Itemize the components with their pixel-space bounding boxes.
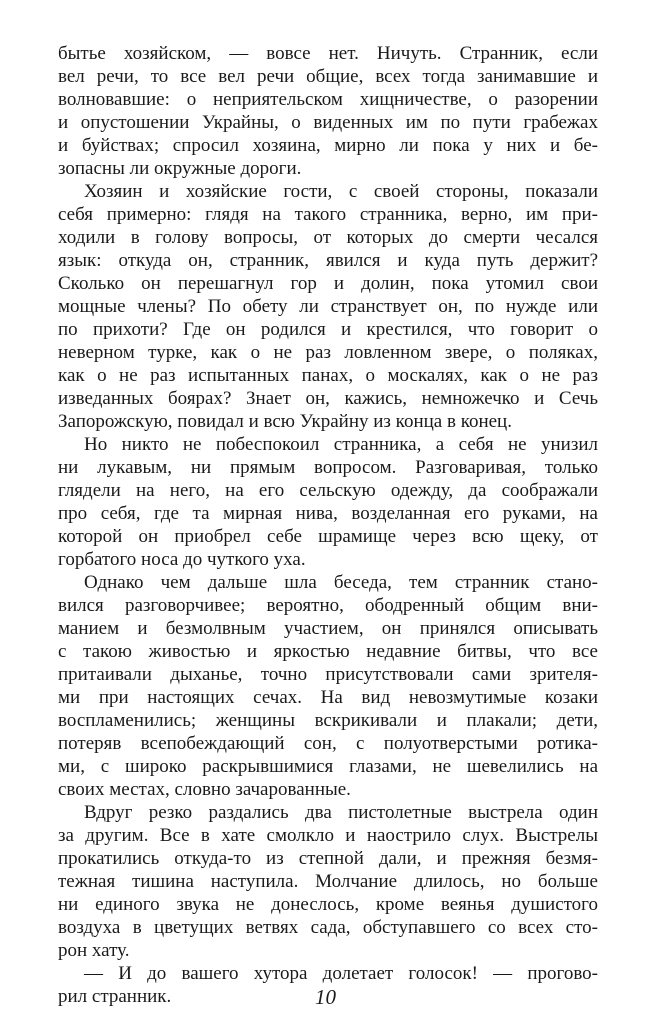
text-line: тежная тишина наступила. Молчание длилось, но больше [58,871,598,892]
paragraph [58,42,598,180]
text-line: Но никто не побеспокоил странника, а себя не унизил [84,434,598,455]
text-line: своих местах, словно зачарованные. [58,779,351,800]
text-line: рил странник. [58,986,172,1007]
page-number: 10 [315,985,336,1009]
text-line: ходили в голову вопросы, от которых до смерти чесался [58,227,598,248]
paragraph [58,433,598,571]
text-line: глядели на него, на его сельскую одежду, да соображали [58,480,598,501]
text-line: вел речи, то все вел речи общие, всех тогда занимавшие и [58,66,598,87]
text-line: и буйствах; спросил хозяина, мирно ли пока у них и бе- [58,135,598,156]
text-line: язык: откуда он, странник, явился и куда путь держит? [58,250,598,271]
text-line: за другим. Все в хате смолкло и наострило слух. Выстрелы [58,825,598,846]
text-line: рон хату. [58,940,130,961]
text-line: ми при настоящих сечах. На вид невозмутимые козаки [58,687,598,708]
text-line: неверном турке, как о не раз ловленном звере, о поляках, [58,342,598,363]
text-line: которой он приобрел себе шрамище через всю щеку, от [58,526,598,547]
text-line: ни единого звука не донеслось, кроме веянья душистого [58,894,598,915]
text-line: Вдруг резко раздались два пистолетные выстрела один [84,802,598,823]
text-line: Однако чем дальше шла беседа, тем странник стано- [84,572,598,593]
paragraph [58,571,598,801]
text-line: себя примерно: глядя на такого странника, верно, им при- [58,204,598,225]
text-line: Хозяин и хозяйские гости, с своей стороны, показали [84,181,598,202]
text-line: потеряв всепобеждающий сон, с полуотверстыми ротика- [58,733,598,754]
paragraph [58,801,598,962]
text-line: бытье хозяйском, — вовсе нет. Ничуть. Странник, если [58,43,598,64]
text-line: Сколько он перешагнул гор и долин, пока утомил свои [58,273,598,294]
text-line: и опустошении Украйны, о виденных им по пути грабежах [58,112,598,133]
text-line: мощные члены? По обету ли странствует он, по нужде или [58,296,598,317]
text-line: по прихоти? Где он родился и крестился, что говорит о [58,319,598,340]
text-line: горбатого носа до чуткого уха. [58,549,306,570]
text-line: вился разговорчивее; вероятно, ободренный общим вни- [58,595,598,616]
text-line: волновавшие: о неприятельском хищничестве, о разорении [58,89,598,110]
text-line: зопасны ли окружные дороги. [58,158,302,179]
text-line: Запорожскую, повидал и всю Украйну из конца в конец. [58,411,512,432]
text-line: изведанных боярах? Знает он, кажись, немножечко и Сечь [58,388,598,409]
text-line: манием и безмолвным участием, он принялся описывать [58,618,598,639]
text-line: ми, с широко раскрывшимися глазами, не шевелились на [58,756,598,777]
text-line: притаивали дыханье, точно присутствовали сами зрителя- [58,664,598,685]
text-line: про себя, где та мирная нива, возделанная его руками, на [58,503,598,524]
text-line: прокатились откуда-то из степной дали, и прежняя безмя- [58,848,598,869]
text-line: воздуха в цветущих ветвях сада, обступавшего со всех сто- [58,917,598,938]
text-line: ни лукавым, ни прямым вопросом. Разговаривая, только [58,457,598,478]
paragraph [58,180,598,433]
text-line: как о не раз испытанных панах, о москалях, как о не раз [58,365,598,386]
book-page-text [58,42,598,1008]
text-line: — И до вашего хутора долетает голосок! — прогово- [84,963,598,984]
text-line: воспламенились; женщины вскрикивали и плакали; дети, [58,710,598,731]
text-line: с такою живостью и яркостью недавние битвы, что все [58,641,598,662]
